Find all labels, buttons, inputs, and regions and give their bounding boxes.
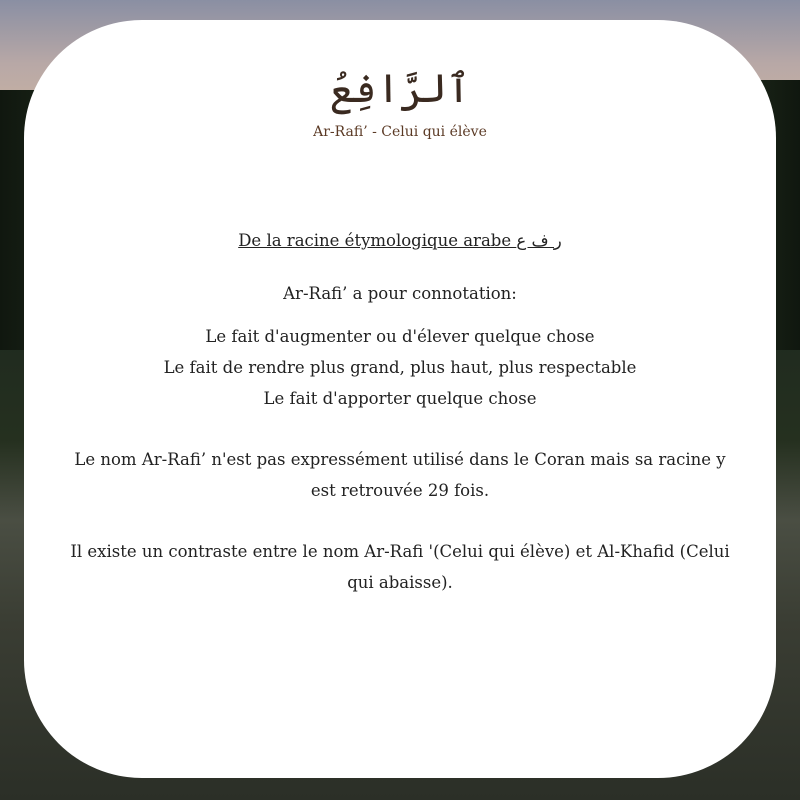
connotation-intro: Ar-Rafi’ a pour connotation: (283, 284, 517, 303)
card-body (64, 225, 736, 598)
connotation-item: Le fait d'augmenter ou d'élever quelque chose (205, 327, 595, 346)
content-card (24, 20, 776, 778)
arabic-calligraphy: ٱلرَّافِعُ (329, 66, 471, 112)
name-subtitle: Ar-Rafi’ - Celui qui élève (313, 124, 487, 140)
connotation-item: Le fait de rendre plus grand, plus haut, plus respectable (163, 358, 637, 377)
contrast-paragraph: Il existe un contraste entre le nom Ar-Rafi '(Celui qui élève) et Al-Khafid (Celui qui abaisse). (70, 542, 730, 592)
connotation-item: Le fait d'apporter quelque chose (263, 389, 537, 408)
root-heading: De la racine étymologique arabe ر ف ع (238, 231, 562, 250)
card-header (24, 62, 776, 140)
quran-usage-paragraph: Le nom Ar-Rafi’ n'est pas expressément utilisé dans le Coran mais sa racine y est retrouvée 29 fois. (74, 450, 726, 500)
connotation-list (64, 321, 736, 414)
